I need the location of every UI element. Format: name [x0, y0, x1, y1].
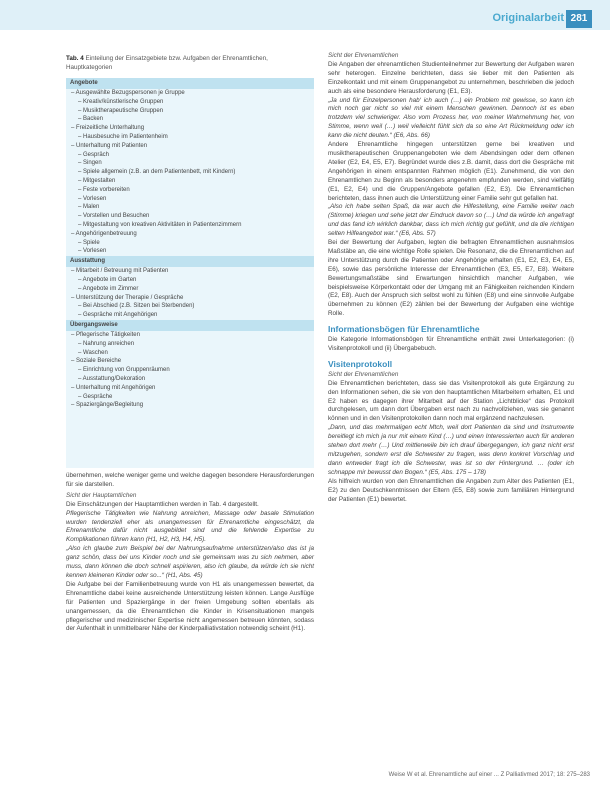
table-row: – Musiktherapeutische Gruppen [78, 107, 164, 114]
table-row: – Singen [78, 160, 102, 167]
table-row: – Pflegerische Tätigkeiten [71, 331, 140, 338]
section-heading: Visitenprotokoll [328, 358, 393, 369]
table-row: – Einrichtung von Gruppenräumen [78, 367, 170, 374]
table-row: – Freizeitliche Unterhaltung [71, 125, 145, 132]
page-header [0, 0, 610, 40]
table-row: – Unterhaltung mit Patienten [71, 142, 148, 149]
table-caption-label: Tab. 4 [66, 55, 84, 62]
table-row: – Nahrung anreichen [78, 340, 135, 347]
table-row: – Ausstattung/Dekoration [78, 375, 146, 382]
table-row: – Spiele [78, 239, 100, 246]
table-row: – Backen [78, 116, 104, 123]
quote: „Ja und für Einzelpersonen hab‘ ich auch (…) ein Problem mit gewisse, so kann ich mich noch gar nicht so viel mit einem Menschen gewinnen. Dennoch ist es eben trotzdem viel schwieriger. Also vom Prozess her, von meiner Wahrnehmung her, von Stimme, wenn weil (…) weil vielleicht fühlt sich da so eine Art Rückmeldung oder ich kann die nicht deuten.“ (E6, Abs. 66) [328, 96, 574, 140]
table-group-header: Ausstattung [66, 256, 314, 267]
paragraph: Bei der Bewertung der Aufgaben, legten die befragten Ehrenamtlichen ausnahmslos Maßstäbe an, die eine wichtige Rolle spielen. Die Resonanz, die die Ehrenamtlichen auf ihre Unterstützung durch die Patienten oder Angehörige erhalten (E1, E2, E3, E4, E5, E6), sowie das persönliche Interesse der Ehrenamtlichen (E3, E5, E7, E8). Weitere Bewertungsmaßstäbe sind Erwartungen hinsichtlich mancher Aufgaben, wie beispielsweise Körperkontakt oder der Umgang mit an Fähigkeiten reichenden Kindern (E2, E8). Auch der Anspruch sich selbst wohl zu fühlen (E8) und eine sinnvolle Aufgabe übernehmen zu können (E2) zählen bei der Bewertung der Aufgaben eine wichtige Rolle. [328, 239, 574, 318]
paragraph: Die Einschätzungen der Hauptamtlichen werden in Tab. 4 dargestellt. [66, 500, 259, 508]
table-row: – Spaziergänge/Begleitung [71, 402, 144, 409]
table-row: – Malen [78, 204, 100, 211]
quote: „Dann, und das mehrmaligen echt Mtch, weil dort Patienten da sind und Instrumente bereitlegt ich mich ja nur mit einem Kind (…) und einen Interessierten auch für anderen stehen dort mehr (…) Und mittlerweile bin ich drauf übergegangen, ich ganz nicht erst mitzugehen, sondern erst die Schwester zu fragen, was denn konkret Vorschlag und dann entweder fragt ich die Schwester, was ist so der Hintergrund. … (oder ich schnappe mir bewusst den Bogen.“ (E5, Abs. 175 – 178) [328, 424, 574, 476]
left-column [66, 472, 314, 634]
page-footer: Weise W et al. Ehrenamtliche auf einer ... Z Palliativmed 2017; 18: 275–283 [388, 772, 590, 778]
table-row: – Mitgestalten [78, 177, 116, 184]
table-caption-text: Einteilung der Einsatzgebiete bzw. Aufgaben der Ehrenamtlichen, Hauptkategorien [66, 55, 268, 71]
table-group-header: Angebote [66, 78, 314, 89]
table-row: – Mitgestaltung von kreativen Aktivitäten in Patientenzimmern [78, 221, 242, 228]
table-row: – Soziale Bereiche [71, 358, 122, 365]
table-caption [66, 55, 314, 72]
table-row: – Angehörigenbetreuung [71, 230, 137, 237]
paragraph: Die Kategorie Informationsbögen für Ehrenamtliche enthält zwei Unterkategorien: (i) Visitenprotokoll und (ii) Übergabebuch. [328, 336, 574, 352]
subheading: Sicht der Ehrenamtlichen [328, 370, 399, 378]
table-row: – Feste vorbereiten [78, 186, 130, 193]
table-row: – Vorstellen und Besuchen [78, 213, 150, 220]
paragraph: übernehmen, welche weniger gerne und welche dagegen besondere Herausforderungen für sie darstellen. [66, 472, 314, 488]
page-number: 281 [566, 10, 592, 28]
category-table [66, 78, 314, 468]
table-row: – Gespräche [78, 393, 113, 400]
table-row: – Waschen [78, 349, 108, 356]
subheading: Sicht der Hauptamtlichen [66, 491, 137, 499]
paragraph: Als hilfreich wurden von den Ehrenamtlichen die Angaben zum Alter des Patienten (E1, E2) zu den Deutschkenntnissen der Eltern (E5, E8) sowie zum familiären Hintergrund der Patienten (E1) bewertet. [328, 477, 574, 503]
paragraph: Pflegerische Tätigkeiten wie Nahrung anreichen, Massage oder basale Stimulation wurden tendenziell eher als unangemessen für Ehrenamtliche eingeschätzt, da Ehrenamtliche dafür nicht ausgebildet sind und die fehlende Expertise zu Komplikationen führen kann (H1, H2, H3, H4, H5). [66, 509, 314, 544]
paragraph: Die Angaben der ehrenamtlichen Studienteilnehmer zur Bewertung der Aufgaben waren sehr heterogen. Einzelne berichteten, dass sie lieber mit den Patienten als Einzelkontakt und mit einem Gruppenangebot zu unternehmen, beschrieben die jedoch auch als eine besondere Herausforderung (E1, E3). [328, 60, 574, 95]
table-row: – Kreativ/künstlerische Gruppen [78, 98, 164, 105]
table-row: – Gespräch [78, 151, 110, 158]
table-row: – Angebote im Zimmer [78, 285, 139, 292]
table-group-header: Übergangsweise [66, 320, 314, 331]
table-row: – Ausgewählte Bezugspersonen je Gruppe [71, 90, 185, 96]
table-row: – Unterstützung der Therapie / Gespräche [71, 294, 184, 301]
table-row: – Vorlesen [78, 248, 107, 255]
paragraph: Die Ehrenamtlichen berichteten, dass sie das Visitenprotokoll als gute Ergänzung zu den Informationen sehen, die sie von den hauptamtlichen Mitarbeitern erhalten, E1 und E2 haben es dagegen ihrer Mitarbeit auf der Station „Lichtblicke“ das Protokoll durchgelesen, um dann dort Übergaben erst nach zu nachvollziehen, was sie genannt können und in den Visitenprotokollen dann noch mal ergänzend nachzulesen. [328, 379, 574, 423]
quote: „Also ich glaube zum Beispiel bei der Nahrungsaufnahme unterstützen/also das ist ja ganz schön, dass bei uns Kinder noch und sie gemeinsam was zu sich nehmen, aber muss, dann können die doch schnell aspirieren, also ich glaube, da würde ich sie nicht kennen kleineren Kinder oder so...“ (H1, Abs. 45) [66, 545, 314, 579]
paragraph: Andere Ehrenamtliche hingegen unterstützen gerne bei kreativen und musiktherapeutischen Gruppenangeboten wie dem Abendsingen oder dem offenen Atelier (E2, E4, E5, E7). Begründet wurde dies z.B. damit, dass dort die Gespräche mit Angehörigen in einem entspannten Rahmen möglich (E1). Zunehmend, die von den Ehrenamtlichen zu Beginn als besonders angenehm empfunden werden, sind vielfältig (E1, E2, E4) und die Gruppen/Angebote gefallen (E2, E3). Die Ehrenamtlichen berichteten, dass ihnen auch die Unterstützung einer Familie sehr gut gefallen hat. [328, 141, 574, 202]
table-row: – Mitarbeit / Betreuung mit Patienten [71, 268, 169, 275]
section-label: Originalarbeit [492, 12, 564, 24]
table-row: – Unterhaltung mit Angehörigen [71, 384, 156, 391]
paragraph: Die Aufgabe bei der Familienbetreuung wurde von H1 als unangemessen bewertet, da Ehrenamtliche dabei keine ausreichende Unterstützung leisten können. Lange Ausflüge für Patienten und Spaziergänge in der freien Umgebung sollten ebenfalls als unangemessen, da die Ehrenamtlichen die Kinder in Krisensituationen mangels pflegerischer und medizinischer Expertise nicht angemessen betreuen könnten, sodass der Aufenthalt in unmittelbarer Nähe der Kinderpalliativstation notwendig scheint (H1). [66, 580, 314, 633]
quote: „Also ich habe selten Spaß, da war auch die Hilfestellung, eine Familie weiter nach (Stimme) kriegen und sehe jetzt der Eindruck davon so (…) Und da würde ich angefragt und das fand ich wirklich dankbar, dass ich mich richtig gut gefühlt, und da die richtigen selten Hilfeangebot war.“ (E6, Abs. 57) [328, 203, 574, 238]
subheading: Sicht der Ehrenamtlichen [328, 52, 399, 59]
table-row: – Bei Abschied (z.B. Sitzen bei Sterbenden) [78, 303, 195, 310]
table-row: – Spiele allgemein (z.B. an dem Patientenbett, mit Kindern) [78, 169, 236, 176]
table-row: – Gespräche mit Angehörigen [78, 312, 158, 319]
table-row: – Angebote im Garten [78, 276, 137, 283]
table-row: – Hausbesuche im Patientenheim [78, 133, 168, 140]
right-column [328, 50, 574, 504]
table-row: – Vorlesen [78, 195, 107, 202]
section-heading: Informationsbögen für Ehrenamtliche [328, 324, 480, 335]
